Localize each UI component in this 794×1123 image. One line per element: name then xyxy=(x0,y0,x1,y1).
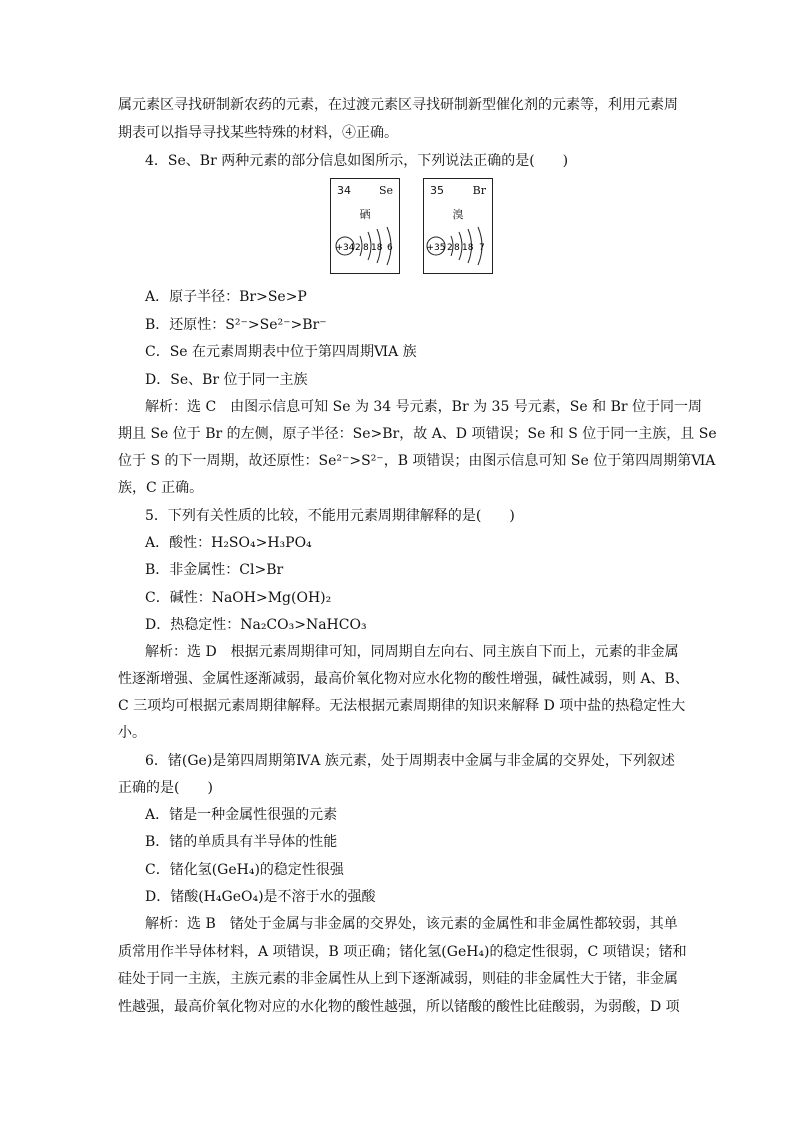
svg-text:8: 8 xyxy=(363,243,369,253)
br-atomic-number: 35 xyxy=(430,184,444,197)
question-4-stem: 4．Se、Br 两种元素的部分信息如图所示，下列说法正确的是( ) xyxy=(145,153,569,169)
q5-explanation-line: C 三项均可根据元素周期律解释。无法根据元素周期律的知识来解释 D 项中盐的热稳定性大 xyxy=(118,698,686,714)
q6-option-b: B．锗的单质具有半导体的性能 xyxy=(145,834,338,850)
svg-text:18: 18 xyxy=(371,243,383,253)
se-symbol: Se xyxy=(378,184,393,197)
q4-explanation-line: 解析：选 C 由图示信息可知 Se 为 34 号元素，Br 为 35 号元素，Se 和 Br 位于同一周 xyxy=(145,399,703,415)
q6-explanation-line: 解析：选 B 锗处于金属与非金属的交界处，该元素的金属性和非金属性都较弱，其单 xyxy=(145,916,678,932)
q6-option-a: A．锗是一种金属性很强的元素 xyxy=(145,807,338,823)
q4-explanation-line: 族，C 正确。 xyxy=(118,480,204,496)
q4-explanation-line: 期且 Se 位于 Br 的左侧，原子半径：Se>Br，故 A、D 项错误；Se 和 S 位于同一主族，且 Se xyxy=(118,426,717,442)
q6-explanation-line: 硅处于同一主族，主族元素的非金属性从上到下逐渐减弱，则硅的非金属性大于锗，非金属 xyxy=(118,971,678,987)
q6-explanation-line: 质常用作半导体材料，A 项错误，B 项正确；锗化氢(GeH₄)的稳定性很弱，C 项错误；锗和 xyxy=(118,944,687,960)
q5-option-d: D．热稳定性：Na₂CO₃>NaHCO₃ xyxy=(145,617,367,633)
q4-option-d: D．Se、Br 位于同一主族 xyxy=(145,372,308,388)
q6-explanation-line: 性越强，最高价氧化物对应的水化物的酸性越强，所以锗酸的酸性比硅酸弱，为弱酸，D 项 xyxy=(118,999,680,1015)
svg-text:2: 2 xyxy=(447,243,453,253)
se-nucleus-charge: +34 xyxy=(335,243,355,253)
q5-option-b: B．非金属性：Cl>Br xyxy=(145,562,284,578)
svg-text:6: 6 xyxy=(387,243,393,253)
br-nucleus-charge: +35 xyxy=(426,243,446,253)
br-symbol: Br xyxy=(472,184,486,197)
question-6-stem: 正确的是( ) xyxy=(118,780,213,796)
q4-explanation-line: 位于 S 的下一周期，故还原性：Se²⁻>S²⁻，B 项错误；由图示信息可知 Se 位于第四周期第ⅥA xyxy=(118,453,716,469)
q4-option-b: B．还原性：S²⁻>Se²⁻>Br⁻ xyxy=(145,317,327,333)
br-atom-structure-diagram xyxy=(424,179,492,273)
paragraph-line: 属元素区寻找研制新农药的元素，在过渡元素区寻找研制新型催化剂的元素等，利用元素周 xyxy=(118,97,678,113)
q6-option-d: D．锗酸(H₄GeO₄)是不溶于水的强酸 xyxy=(145,889,376,905)
q5-option-a: A．酸性：H₂SO₄>H₃PO₄ xyxy=(145,535,312,551)
q5-explanation-line: 性逐渐增强、金属性逐渐减弱，最高价氧化物对应水化物的酸性增强，碱性减弱，则 A、B、 xyxy=(118,671,689,687)
paragraph-line: 期表可以指导寻找某些特殊的材料，④正确。 xyxy=(118,125,398,141)
svg-text:18: 18 xyxy=(462,243,474,253)
se-atomic-number: 34 xyxy=(337,184,351,197)
question-6-stem: 6．锗(Ge)是第四周期第ⅣA 族元素，处于周期表中金属与非金属的交界处，下列叙述 xyxy=(145,753,675,769)
q5-explanation-line: 小。 xyxy=(118,725,146,741)
se-atom-structure-diagram xyxy=(331,179,399,273)
q5-explanation-line: 解析：选 D 根据元素周期律可知，同周期自左向右、同主族自下而上，元素的非金属 xyxy=(145,644,679,660)
q6-option-c: C．锗化氢(GeH₄)的稳定性很强 xyxy=(145,862,344,878)
q5-option-c: C．碱性：NaOH>Mg(OH)₂ xyxy=(145,590,332,606)
se-name: 硒 xyxy=(359,208,371,221)
br-name: 溴 xyxy=(452,208,464,221)
question-5-stem: 5．下列有关性质的比较，不能用元素周期律解释的是( ) xyxy=(145,508,515,524)
svg-text:8: 8 xyxy=(454,243,460,253)
svg-text:7: 7 xyxy=(479,243,485,253)
q4-option-a: A．原子半径：Br>Se>P xyxy=(145,289,307,305)
q4-option-c: C．Se 在元素周期表中位于第四周期ⅥA 族 xyxy=(145,344,417,360)
svg-text:2: 2 xyxy=(355,243,361,253)
